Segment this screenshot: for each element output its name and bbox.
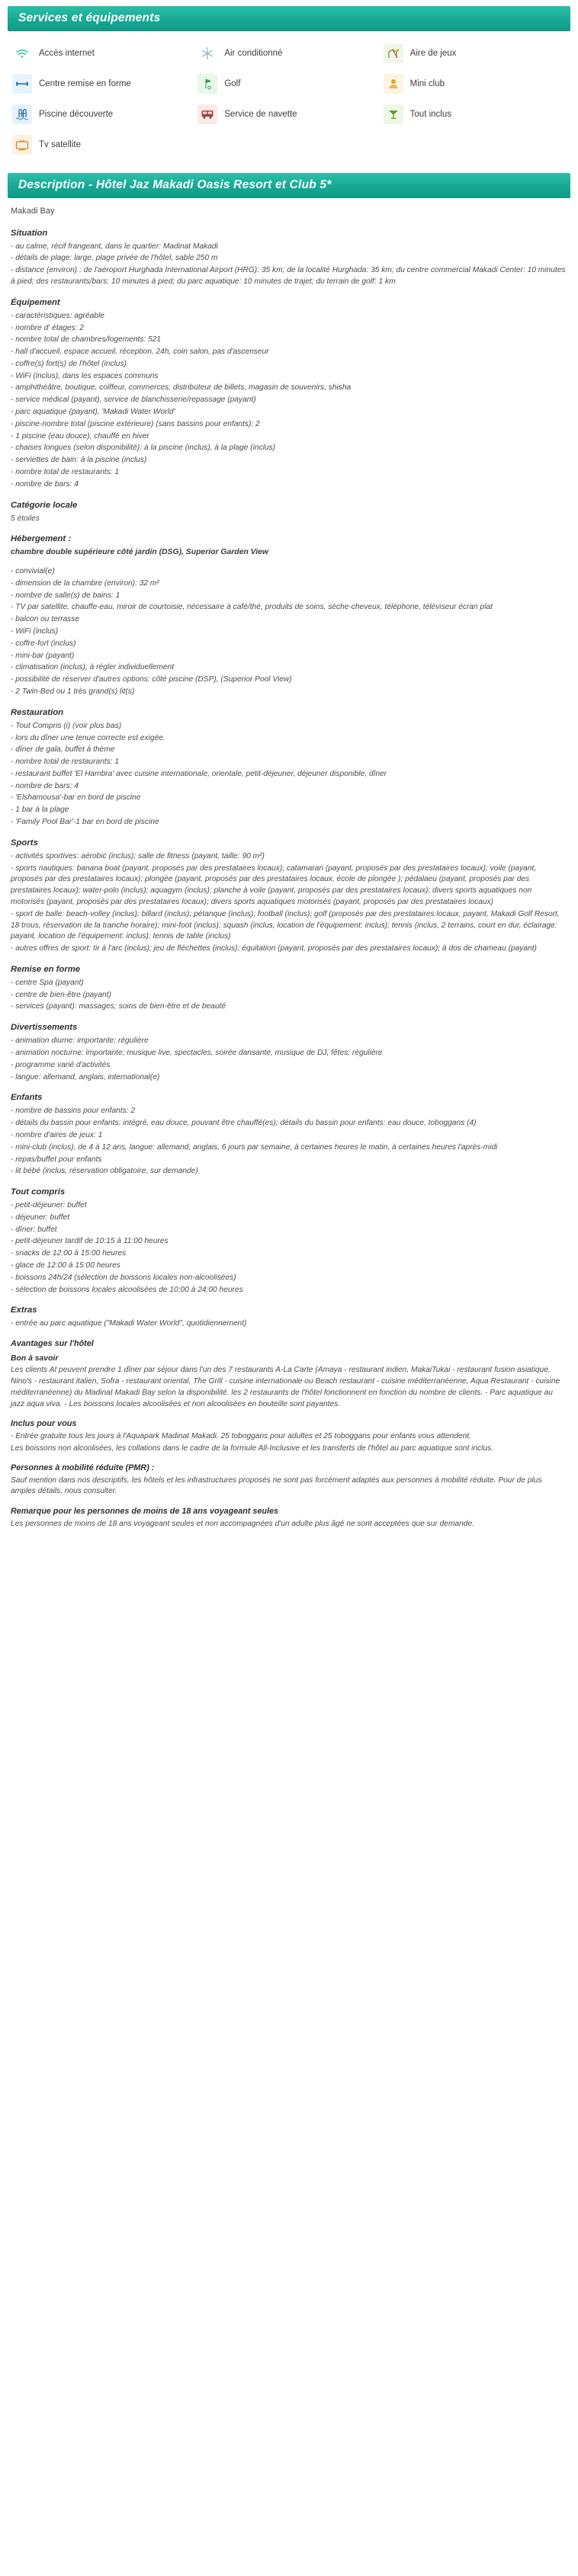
block-line: - animation nocturne: importante; musique live, spectacles, soirée dansante, musique de DJ, fêtes; régulière: [11, 1049, 383, 1058]
note-title: Remarque pour les personnes de moins de 18 ans voyageant seules: [11, 1507, 279, 1517]
block-extras: [11, 1304, 567, 1330]
service-label: Piscine découverte: [39, 110, 114, 119]
block-line: - petit-déjeuner: buffet: [11, 1201, 87, 1210]
services-grid: [11, 39, 567, 159]
block-divertissements: [11, 1021, 567, 1083]
block-line: - sport de balle: beach-volley (inclus); billard (inclus); pétanque (inclus); football (inclus); golf (proposés par des prestataires locaux, payant, Makadi Golf Resort, 18 trous, réservation de la tranche horaire); mini-foot (inclus); squash (inclus, location de l'équipement: inclus); tennis (inclus, 2 terrains, court en dur, éclairage: payant, location de l'équipement: inclus); tennis de table (inclus): [11, 909, 560, 941]
block-hebergement: [11, 533, 567, 697]
block-line: - nombre total de restaurants: 1: [11, 467, 120, 476]
service-label: Service de navette: [224, 110, 297, 119]
block-line: - boissons 24h/24 (sélection de boissons locales non-alcoolisées): [11, 1273, 236, 1282]
hotel-description-page: [0, 6, 578, 1553]
block-tout-compris: [11, 1186, 567, 1296]
service-item-acces-internet: [11, 39, 196, 68]
block-line: - nombre d' étages: 2: [11, 323, 84, 332]
note-title: Inclus pour vous: [11, 1419, 77, 1429]
tv-icon: [12, 135, 32, 155]
block-line: - service médical (payant), service de blanchisserie/repassage (payant): [11, 396, 256, 405]
hotel-location: Makadi Bay: [11, 207, 55, 216]
block-sports: [11, 837, 567, 955]
block-line: - amphithéâtre, boutique, coiffeur, commerces, distributeur de billets, magasin de souvenirs, shisha: [11, 383, 352, 392]
service-label: Accès internet: [39, 49, 95, 58]
note-mineurs-voyageant-seuls: [11, 1506, 567, 1530]
block-line: - distance (environ) : de l'aéroport Hurghada International Airport (HRG): 35 km; de la localité Hurghada: 35 km; du centre commercial Makadi Center: 10 minutes à pied; des restaurants/bars: 10 minutes à pied; du parc aquatique: 10 minutes de trajet; du terrain de golf: 1 km: [11, 266, 566, 286]
block-line: - lit bébé (inclus, réservation obligatoire, sur demande): [11, 1167, 198, 1176]
block-line: - activités sportives: aérobic (inclus); salle de fitness (payant, taille: 90 m²): [11, 851, 265, 860]
wifi-icon: [12, 43, 32, 63]
service-item-centre-remise-en-forme: [11, 69, 196, 98]
block-line: - parc aquatique (payant), 'Makadi Water World': [11, 408, 175, 417]
block-line: - snacks de 12:00 à 15:00 heures: [11, 1249, 127, 1258]
block-line: - TV par satellite, chauffe-eau, miroir de courtoisie, nécessaire à café/thé, produits de soins, sèche-cheveux, téléphone, téléviseur écran plat: [11, 603, 493, 612]
block-line: - autres offres de sport: tir à l'arc (inclus); jeu de fléchettes (inclus); équitation (payant, proposés par des prestataires locaux); à dos de chameau (payant): [11, 944, 537, 953]
block-title: Hébergement :: [11, 534, 72, 544]
block-line: - Tout Compris (i) (voir plus bas): [11, 721, 122, 730]
block-title: Restauration: [11, 707, 64, 717]
block-enfants: [11, 1091, 567, 1177]
block-line: - WiFi (inclus), dans les espaces communs: [11, 371, 159, 380]
block-line: - nombre de bars: 4: [11, 479, 79, 489]
block-line: - nombre de bars: 4: [11, 781, 79, 790]
block-title: Divertissements: [11, 1023, 78, 1033]
service-item-mini-club: [382, 69, 567, 98]
block-line: - hall d'accueil, espace accueil, réception, 24h, coin salon, pas d'ascenseur: [11, 348, 269, 357]
block-title: Situation: [11, 228, 48, 238]
service-item-golf: [196, 69, 381, 98]
block-line: - chaises longues (selon disponibilité): à la piscine (inclus), à la plage (inclus): [11, 444, 276, 453]
golf-icon: [197, 74, 217, 94]
pool-icon: [12, 104, 32, 124]
block-line: - animation diurne: importante; régulière: [11, 1036, 149, 1046]
block-line: - 2 Twin-Bed ou 1 très grand(s) lit(s): [11, 687, 135, 696]
block-title: Équipement: [11, 297, 60, 307]
block-line: - nombre de salle(s) de bains: 1: [11, 591, 120, 600]
block-line: - mini-club (inclus), de 4 à 12 ans, langue: allemand, anglais, 6 jours par semaine, à certaines heures le matin, à certaines heures l'après-midi: [11, 1142, 498, 1152]
service-item-tv-satellite: [11, 130, 196, 159]
fitness-icon: [12, 74, 32, 94]
note-line: Les personnes de moins de 18 ans voyageant seules et non accompagnées d'un adulte plus âgé ne sont acceptées que sur demande.: [11, 1519, 474, 1528]
block-title: Sports: [11, 838, 38, 847]
block-line: - coffre-fort (inclus): [11, 639, 76, 648]
block-line: - nombre d'aires de jeux: 1: [11, 1130, 103, 1139]
block-line: - nombre de bassins pour enfants: 2: [11, 1107, 136, 1116]
services-section-header: Services et équipements: [8, 6, 570, 31]
service-label: Tv satellite: [39, 140, 81, 149]
note-line: Sauf mention dans nos descriptifs, les hôtels et les infrastructures proposés ne sont pas forcément adaptés aux personnes à mobilité réduite. Pour de plus amples détails, nous consulter.: [11, 1475, 542, 1496]
block-line: - nombre total de restaurants: 1: [11, 758, 120, 767]
block-line: - détails de plage: large, plage privée de l'hôtel, sable 250 m: [11, 254, 218, 263]
block-title: Extras: [11, 1306, 37, 1315]
service-item-aire-de-jeux: [382, 39, 567, 68]
shuttle-icon: [197, 104, 217, 124]
block-equipement: [11, 296, 567, 491]
mini-club-icon: [384, 74, 403, 94]
block-title: Remise en forme: [11, 964, 81, 974]
block-line: - possibilité de réserver d'autres options: côté piscine (DSP), (Superior Pool View): [11, 675, 292, 684]
note-line: Les clients AI peuvent prendre 1 dîner par séjour dans l'un des 7 restaurants A-La Carte (Amaya - restaurant indien, MakaiTukai - restaurant fusion asiatique, Nino's - restaurant italien, Sofra - restaurant oriental, The Grill - cuisine internationale ou Beach restaurant - cuisine méditerranéenne, Aqua Restaurant - cuisine méditerranéenne) du Madinat Makadi Bay selon la disponibilité. les 2 restaurants de l'hôtel fonctionnent en fonction du nombre de clients. - Parc aquatique au jazz aqua viva. - Les boissons locales alcoolisées et non alcoolisées en bouteille sont payantes.: [11, 1366, 560, 1408]
service-item-service-de-navette: [196, 100, 381, 129]
all-inclusive-icon: [384, 104, 403, 124]
service-label: Aire de jeux: [409, 49, 457, 58]
block-line: - petit-déjeuner tardif de 10:15 à 11:00 heures: [11, 1237, 169, 1246]
service-item-piscine-decouverte: [11, 100, 196, 129]
service-label: Centre remise en forme: [39, 79, 131, 88]
block-line: - dimension de la chambre (environ): 32 m²: [11, 578, 159, 588]
description-body: [11, 206, 567, 1530]
block-remise-en-forme: [11, 963, 567, 1013]
service-label: Tout inclus: [409, 110, 451, 119]
block-title: Catégorie locale: [11, 500, 78, 510]
service-item-air-conditionne: [196, 39, 381, 68]
note-inclus-pour-vous: [11, 1418, 567, 1454]
block-title: Enfants: [11, 1093, 43, 1103]
service-label: Golf: [224, 79, 241, 88]
block-line: - sports nautiques: banana boat (payant, proposés par des prestataires locaux); catamaran (payant, proposés par des prestataires locaux); voile (payant, proposés par des prestataires locaux); plongée (payant, proposés par des prestataires locaux, école de plongée ); pédalaeu (payant, proposés par des prestataires locaux); water-polo (inclus); aquagym (inclus); planche à voile (payant, proposés par des prestataires locaux); divers sports aquatiques non motorisés (payant, proposés par des prestataires locaux); divers sports aquatiques motorisés (payant, proposés par des prestataires locaux): [11, 863, 537, 906]
block-line: - coffre(s) fort(s) de l'hôtel (inclus): [11, 359, 127, 368]
block-line: - services (payant): massages; soins de bien-être et de beauté: [11, 1002, 226, 1011]
note-line: - Entrée gratuite tous les jours à l'Aquapark Madinat Makadi. 25 toboggans pour adultes et 25 toboggans pour enfants vous attendent.: [11, 1431, 471, 1440]
service-label: Air conditionné: [224, 49, 283, 58]
block-line: - lors du dîner une tenue correcte est exigée.: [11, 733, 165, 742]
block-title: Tout compris: [11, 1187, 66, 1197]
note-line: Les boissons non alcoolisées, les collations dans le cadre de la formule All-Inclusive et les transferts de l'hôtel au parc aquatique sont inclus.: [11, 1443, 493, 1453]
note-avantages-sur-hotel: [11, 1338, 567, 1410]
block-line: - repas/buffet pour enfants: [11, 1155, 102, 1164]
block-subtitle: chambre double supérieure côté jardin (DSG), Superior Garden View: [11, 548, 268, 557]
note-pmr: [11, 1463, 567, 1498]
block-line: - mini-bar (payant): [11, 651, 75, 660]
description-section-header: Description - Hôtel Jaz Makadi Oasis Resort et Club 5*: [8, 173, 570, 198]
block-line: - centre Spa (payant): [11, 978, 84, 987]
block-line: - détails du bassin pour enfants: intégré, eau douce, pouvant être chauffé(es); détails du bassin pour enfants: eau douce, toboggans (4): [11, 1119, 477, 1128]
air-conditioning-icon: [197, 43, 217, 63]
block-line: - piscine-nombre total (piscine extérieure) (sans bassins pour enfants): 2: [11, 419, 260, 428]
block-situation: [11, 227, 567, 288]
block-line: - entrée au parc aquatique ("Makadi Water World", quotidiennement): [11, 1319, 247, 1328]
note-title: Personnes à mobilité réduite (PMR) :: [11, 1463, 155, 1473]
note-title: Avantages sur l'hôtel: [11, 1339, 94, 1349]
block-line: - langue: allemand, anglais, international(e): [11, 1072, 160, 1081]
block-line: - 1 piscine (eau douce), chauffé en hiver: [11, 431, 149, 441]
block-line: - convivial(e): [11, 567, 55, 576]
block-line: - 1 bar à la plage: [11, 806, 69, 815]
service-label: Mini club: [409, 79, 445, 88]
block-line: - balcon ou terrasse: [11, 615, 80, 624]
block-line: - dîner de gala, buffet à thème: [11, 745, 115, 755]
service-item-tout-inclus: [382, 100, 567, 129]
block-line: - glace de 12:00 à 15:00 heures: [11, 1261, 120, 1270]
block-line: 5 étoiles: [11, 514, 40, 523]
note-subtitle: Bon à savoir: [11, 1354, 59, 1363]
playground-icon: [384, 43, 403, 63]
block-line: - restaurant buffet 'El Hambra' avec cuisine internationale, orientale, petit-déjeuner, déjeuner disponible, dîner: [11, 769, 387, 778]
block-line: - dîner: buffet: [11, 1225, 57, 1234]
services-grid-wrapper: [11, 39, 567, 159]
block-line: - WiFi (inclus): [11, 627, 59, 636]
block-line: - 'Elshamousa'-bar en bord de piscine: [11, 793, 141, 803]
block-line: - climatisation (inclus), à régler individuellement: [11, 663, 175, 672]
block-line: - sélection de boissons locales alcoolisées de 10:00 à 24:00 heures: [11, 1285, 243, 1294]
block-line: - nombre total de chambres/logements: 521: [11, 335, 162, 344]
block-categorie-locale: [11, 499, 567, 525]
block-restauration: [11, 706, 567, 828]
block-line: - serviettes de bain: à la piscine (inclus): [11, 456, 147, 465]
block-line: - au calme, récif frangeant, dans le quartier: Madinat Makadi: [11, 242, 218, 251]
block-line: - 'Family Pool Bar'-1 bar en bord de piscine: [11, 818, 159, 826]
block-line: - centre de bien-être (payant): [11, 990, 111, 999]
block-line: - caractéristiques: agréable: [11, 311, 104, 320]
block-line: - déjeuner: buffet: [11, 1213, 70, 1222]
block-line: - programme varié d'activités: [11, 1060, 111, 1069]
